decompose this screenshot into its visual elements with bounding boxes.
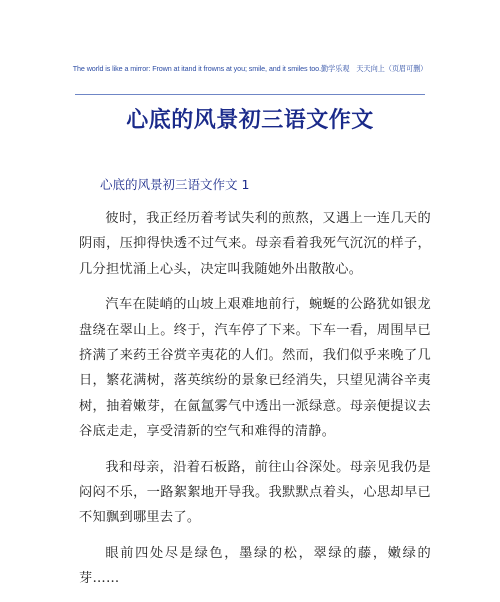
section-heading: 心底的风景初三语文作文 1: [100, 177, 250, 192]
paragraph-3: 我和母亲，沿着石板路，前往山谷深处。母亲见我仍是闷闷不乐，一路絮絮地开导我。我默默点着头，心思却早已不知飘到哪里去了。: [79, 459, 431, 526]
paragraph-1: 彼时，我正经历着考试失利的煎熬，又遇上一连几天的阴雨，压抑得快透不过气来。母亲看着我死气沉沉的样子，几分担忧涌上心头，决定叫我随她外出散散心。: [79, 211, 431, 277]
document-title: 心底的风景初三语文作文: [126, 108, 374, 133]
page-header: The world is like a mirror: Frown at itand it frowns at you; smile, and it smiles too.勤学乐观 天天向上（页眉可删）: [72, 64, 428, 73]
document-body: [79, 206, 431, 602]
header-divider: [75, 94, 425, 95]
paragraph-4: 眼前四处尽是绿色，墨绿的松，翠绿的藤，嫩绿的芽……: [79, 545, 431, 587]
paragraph-2: 汽车在陡峭的山坡上艰难地前行，蜿蜒的公路犹如银龙盘绕在翠山上。终于，汽车停了下来。下车一看，周围早已挤满了来药王谷赏辛夷花的人们。然而，我们似乎来晚了几日，繁花满树，落英缤纷的景象已经消失，只望见满谷辛夷树，抽着嫩芽，在氤氲雾气中透出一派绿意。母亲便提议去谷底走走，享受清新的空气和难得的清静。: [79, 297, 431, 440]
